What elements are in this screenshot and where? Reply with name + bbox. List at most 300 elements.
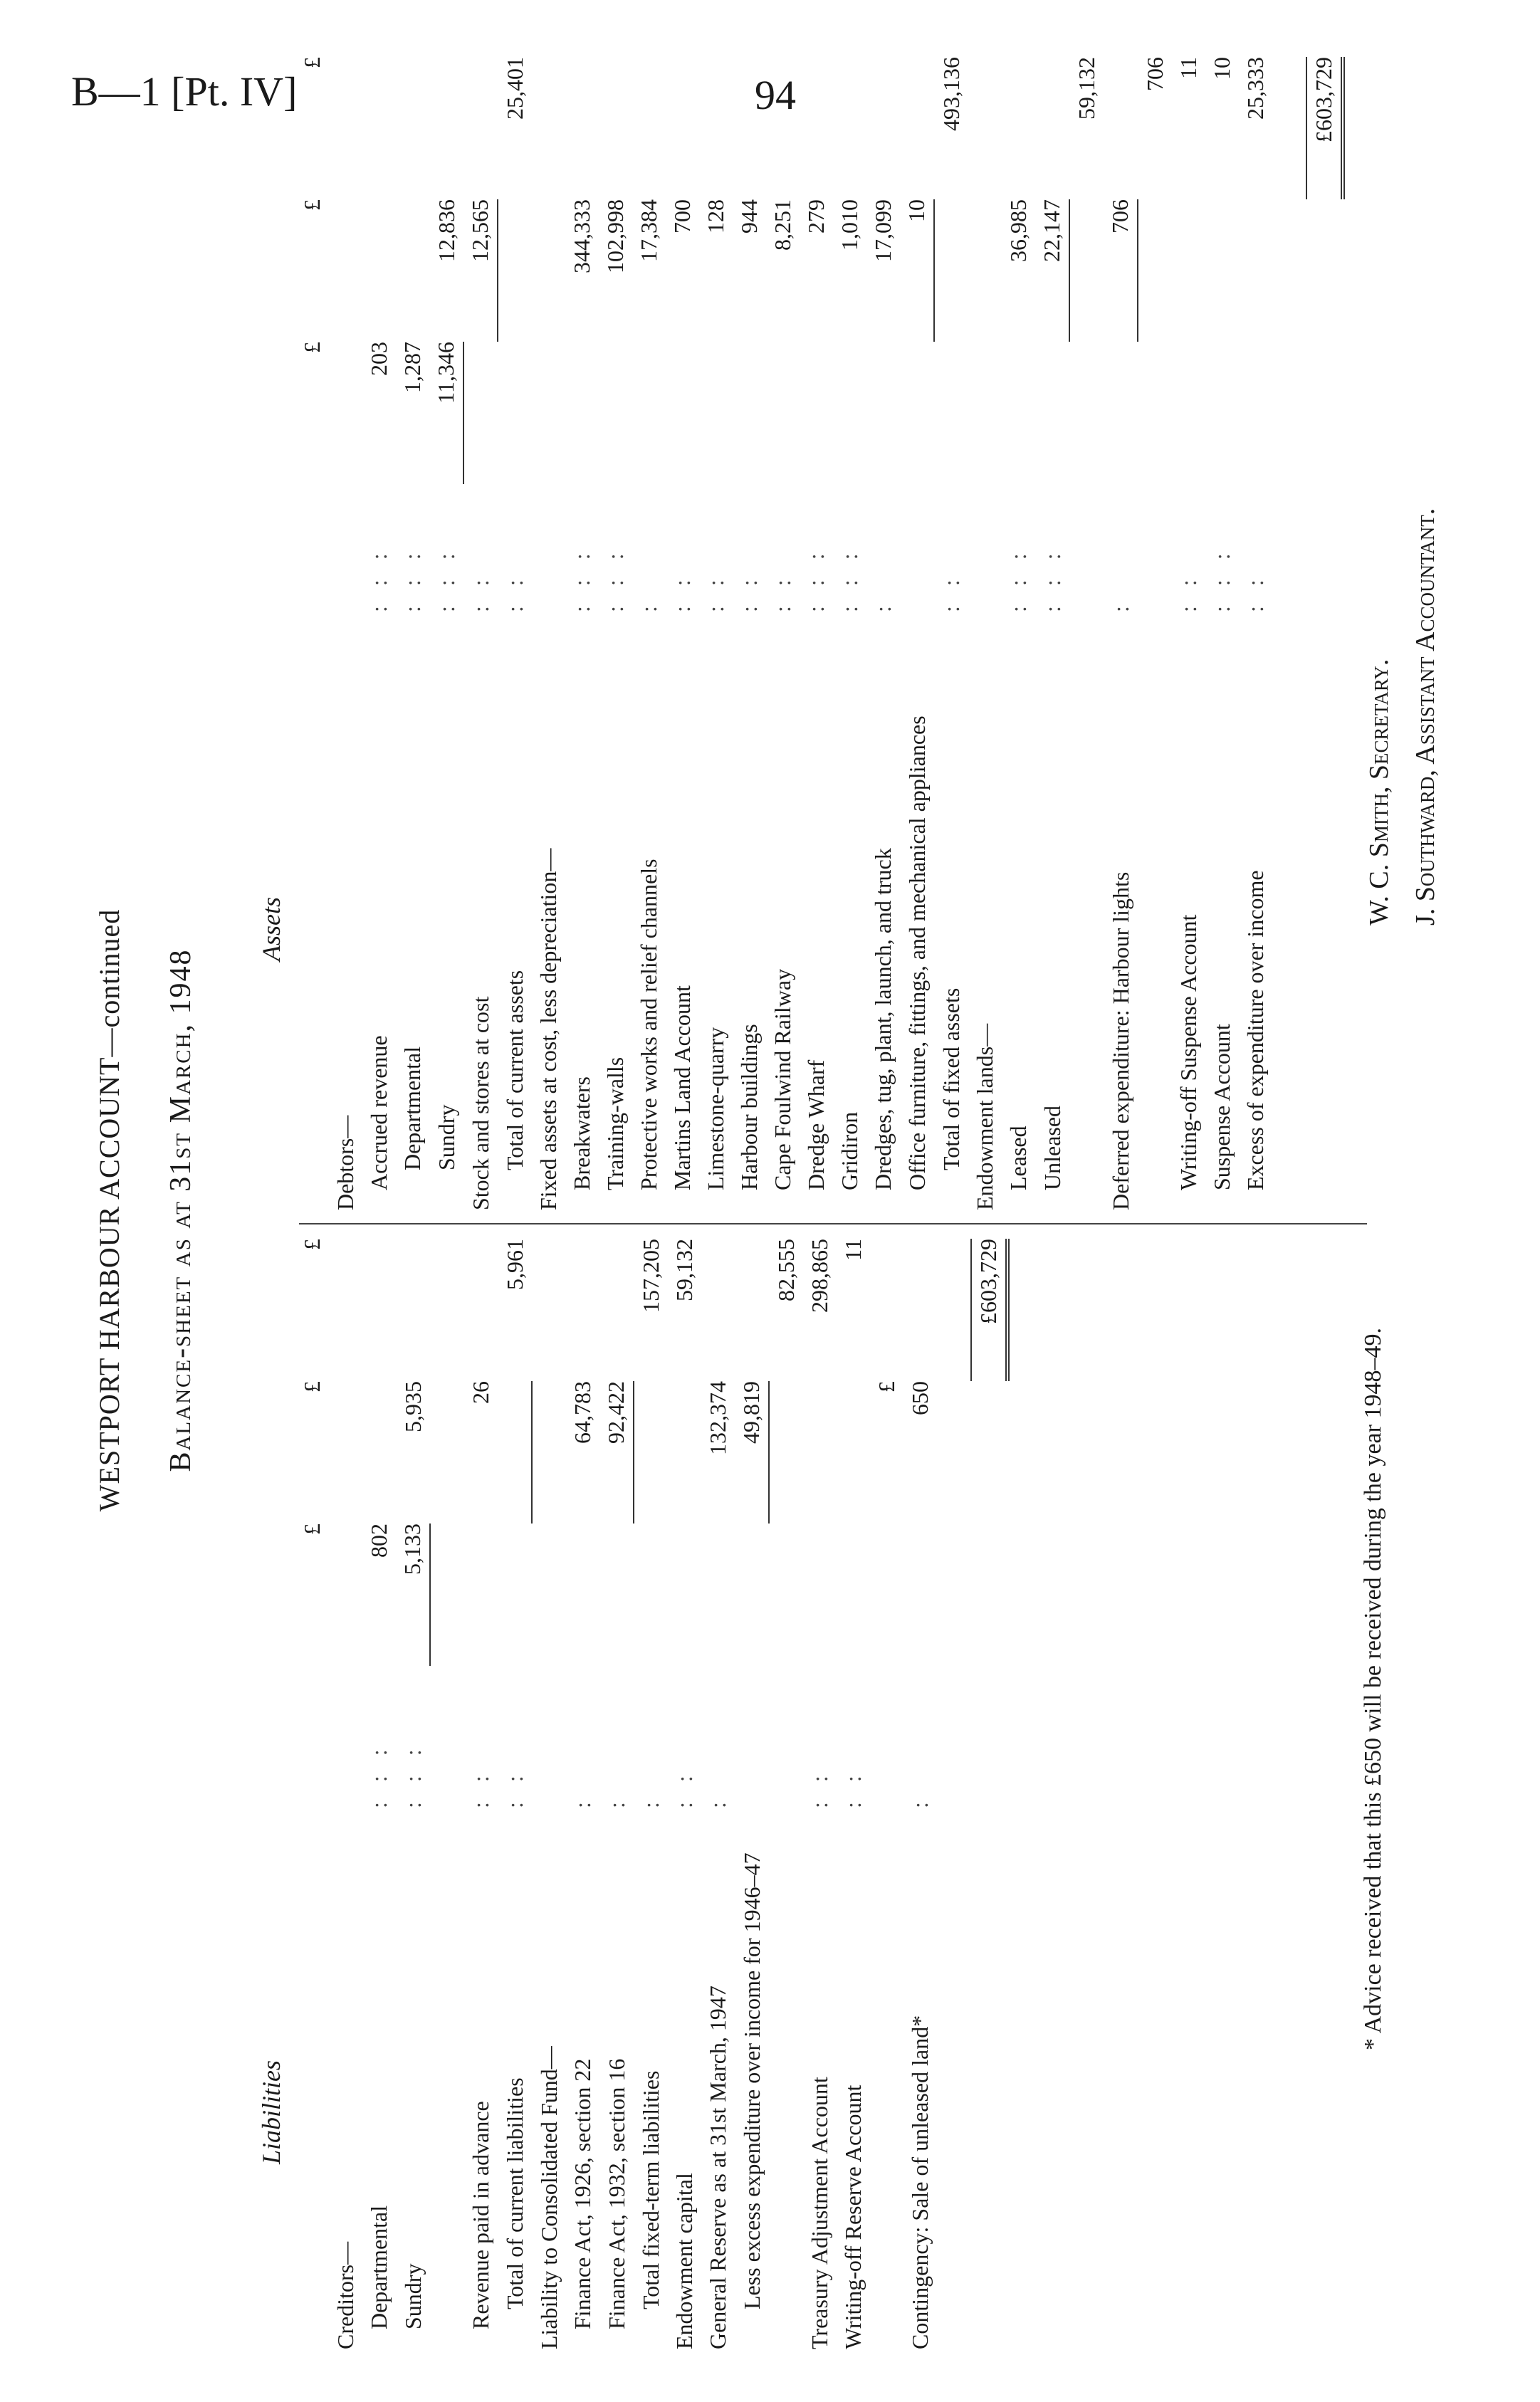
assets-row-amount-c1 bbox=[968, 342, 1002, 484]
liabilities-row-label bbox=[769, 1808, 803, 2349]
liabilities-row-leader: : bbox=[705, 1795, 730, 1808]
assets-row-amount-c1 bbox=[463, 342, 498, 484]
liabilities-row-amount-c2 bbox=[532, 1381, 566, 1523]
assets-row-label: Dredges, tug, plant, launch, and truck bbox=[870, 848, 896, 1190]
assets-row-leader: : : : bbox=[366, 546, 392, 612]
assets-row-amount-c1 bbox=[599, 342, 632, 484]
liabilities-col3-head: £ bbox=[299, 1239, 325, 1250]
assets-row-label: Martins Land Account bbox=[669, 985, 695, 1190]
liabilities-row-amount-c3 bbox=[532, 1239, 566, 1381]
liabilities-row-amount-c2: 92,422 bbox=[599, 1381, 634, 1523]
assets-row bbox=[329, 57, 362, 1210]
liabilities-row-label: Finance Act, 1932, section 16 bbox=[604, 2058, 629, 2329]
liabilities-row-amount-c2: 26 bbox=[468, 1381, 493, 1404]
assets-row-amount-c2 bbox=[934, 199, 968, 342]
assets-row-amount-c3 bbox=[866, 57, 900, 199]
liabilities-row-amount-c2: 132,374 bbox=[705, 1381, 730, 1455]
assets-row-amount-c1 bbox=[1138, 342, 1172, 484]
liabilities-row-amount-c2: 64,783 bbox=[570, 1381, 595, 1444]
assets-row-leader: : : bbox=[770, 572, 795, 612]
assets-row-label: Leased bbox=[1005, 1126, 1031, 1190]
assets-row-amount-c3: 25,401 bbox=[502, 57, 528, 120]
assets-row-leader bbox=[329, 484, 362, 612]
assets-row-label: Total of fixed assets bbox=[938, 987, 964, 1170]
assets-row-leader: : bbox=[870, 599, 896, 612]
liabilities-row-amount-c1 bbox=[532, 1523, 566, 1666]
assets-row-amount-c3 bbox=[833, 57, 866, 199]
liabilities-row-leader: : bbox=[907, 1795, 933, 1808]
assets-row-amount-c2: 17,099 bbox=[870, 199, 896, 262]
liabilities-row bbox=[566, 1239, 599, 2349]
liabilities-row-amount-c3 bbox=[396, 1239, 430, 1381]
assets-row-amount-c2 bbox=[1205, 199, 1239, 342]
assets-row-leader: : bbox=[1108, 599, 1133, 612]
liabilities-row bbox=[599, 1239, 634, 2349]
liabilities-row-label: Total of current liabilities bbox=[502, 2077, 528, 2309]
liabilities-col2-head: £ bbox=[299, 1381, 325, 1393]
assets-row-label: Stock and stores at cost bbox=[468, 996, 493, 1210]
liabilities-row-amount-c2 bbox=[803, 1381, 837, 1523]
liabilities-row-amount-c1 bbox=[566, 1523, 599, 1666]
liabilities-row bbox=[803, 1239, 837, 2349]
footnote: * Advice received that this £650 will be received during the year 1948–49. bbox=[1360, 1328, 1386, 2050]
assets-row-label: Breakwaters bbox=[569, 1076, 594, 1190]
assets-row-label: Unleased bbox=[1039, 1105, 1065, 1190]
assets-row-amount-c3 bbox=[900, 57, 934, 199]
assets-row-amount-c3: 10 bbox=[1209, 57, 1235, 80]
assets-row-amount-c2 bbox=[968, 199, 1002, 342]
assets-row bbox=[396, 57, 429, 1210]
liabilities-row-label: Finance Act, 1926, section 22 bbox=[570, 2058, 595, 2329]
assets-row-amount-c2 bbox=[1172, 199, 1205, 342]
assets-row-amount-c1: 203 bbox=[366, 342, 392, 376]
assets-row-amount-c3: 25,333 bbox=[1242, 57, 1268, 120]
assets-row bbox=[362, 57, 396, 1210]
liabilities-row-leader: : : bbox=[502, 1768, 528, 1808]
assets-row-label: Departmental bbox=[399, 1046, 425, 1170]
assets-row-label: Fixed assets at cost, less depreciation— bbox=[535, 848, 561, 1210]
assets-row-amount-c1 bbox=[1035, 342, 1069, 484]
assets-row-amount-c1 bbox=[1239, 342, 1272, 484]
liabilities-table bbox=[295, 1239, 1010, 2349]
liabilities-row-amount-c3: 11 bbox=[840, 1239, 866, 1261]
liabilities-row-amount-c3: 82,555 bbox=[773, 1239, 799, 1301]
assets-row-amount-c2 bbox=[362, 199, 396, 342]
assets-row-amount-c2: 8,251 bbox=[770, 199, 795, 251]
assets-row-leader: : : : bbox=[434, 546, 459, 612]
liabilities-row-amount-c2 bbox=[329, 1381, 362, 1523]
liabilities-row-leader: : bbox=[604, 1795, 629, 1808]
assets-row-amount-c3 bbox=[632, 57, 666, 199]
page-number: 94 bbox=[755, 72, 796, 118]
liabilities-row-label: Treasury Adjustment Account bbox=[807, 2077, 832, 2349]
liabilities-row bbox=[870, 1239, 903, 2349]
liabilities-row bbox=[735, 1239, 769, 2349]
assets-row-amount-c2: 279 bbox=[803, 199, 829, 234]
liabilities-row-amount-c1 bbox=[803, 1523, 837, 1666]
liabilities-row-amount-c3 bbox=[870, 1239, 903, 1381]
liabilities-row bbox=[329, 1239, 362, 2349]
assets-row-leader: : : bbox=[1175, 572, 1201, 612]
liabilities-row-amount-c1 bbox=[464, 1523, 498, 1666]
liabilities-row-label: Creditors— bbox=[332, 2241, 358, 2349]
assets-row bbox=[1205, 57, 1239, 1210]
liabilities-row-label bbox=[870, 1808, 903, 2349]
assets-row-leader bbox=[1138, 484, 1172, 612]
liabilities-row bbox=[837, 1239, 870, 2349]
assets-row-label: Accrued revenue bbox=[366, 1035, 392, 1190]
liabilities-row-leader bbox=[532, 1666, 566, 1808]
assets-row-amount-c2: 36,985 bbox=[1005, 199, 1031, 262]
liabilities-row-amount-c1 bbox=[769, 1523, 803, 1666]
assets-row-label: Dredge Wharf bbox=[803, 1059, 829, 1190]
assets-row bbox=[498, 57, 532, 1210]
assets-row-amount-c1 bbox=[766, 342, 800, 484]
assets-row-amount-c1 bbox=[833, 342, 866, 484]
liabilities-row-amount-c3: 157,205 bbox=[638, 1239, 664, 1313]
assets-row-label: Excess of expenditure over income bbox=[1242, 870, 1268, 1190]
assets-row-leader: : : : bbox=[1005, 546, 1031, 612]
assets-row-leader: : : : bbox=[1209, 546, 1235, 612]
assets-row-amount-c2: 128 bbox=[703, 199, 728, 234]
assets-row-leader bbox=[900, 484, 934, 612]
assets-row-amount-c2: 10 bbox=[900, 199, 934, 342]
assets-row-leader: : : bbox=[502, 572, 528, 612]
assets-row-amount-c3: 11 bbox=[1175, 57, 1201, 79]
liabilities-row-label: Sundry bbox=[400, 2263, 426, 2329]
liabilities-row-amount-c2: 5,935 bbox=[400, 1381, 426, 1432]
assets-row-label: Writing-off Suspense Account bbox=[1175, 914, 1201, 1190]
assets-row-amount-c2 bbox=[1239, 199, 1272, 342]
assets-table bbox=[295, 57, 1345, 1210]
assets-row-amount-c2: 344,333 bbox=[569, 199, 594, 273]
liabilities-row-amount-c3: 5,961 bbox=[502, 1239, 528, 1290]
assets-row-amount-c3: 59,132 bbox=[1074, 57, 1099, 120]
assets-row-label: Gridiron bbox=[837, 1111, 862, 1190]
assets-row bbox=[1069, 57, 1104, 1210]
assets-row-label: Cape Foulwind Railway bbox=[770, 968, 795, 1190]
assets-row-amount-c1 bbox=[532, 342, 565, 484]
assets-row-amount-c3 bbox=[599, 57, 632, 199]
liabilities-row-leader: : : bbox=[807, 1768, 832, 1808]
liabilities-row-label: Writing-off Reserve Account bbox=[840, 2084, 866, 2349]
liabilities-row-leader bbox=[870, 1666, 903, 1808]
liabilities-total-row bbox=[971, 1239, 1007, 2349]
liabilities-row-amount-c1 bbox=[668, 1523, 701, 1666]
assets-row-amount-c3 bbox=[396, 57, 429, 199]
assets-row-leader: : : : bbox=[1039, 546, 1065, 612]
assets-row-leader: : : : bbox=[602, 546, 628, 612]
liabilities-row-amount-c1: 802 bbox=[366, 1523, 392, 1558]
assets-row-leader: : : bbox=[468, 572, 493, 612]
liabilities-row-leader: : : : bbox=[366, 1742, 392, 1808]
assets-row bbox=[968, 57, 1002, 1210]
liabilities-row-amount-c3 bbox=[362, 1239, 396, 1381]
assets-row bbox=[1002, 57, 1035, 1210]
assets-row-leader: : : bbox=[736, 572, 762, 612]
assets-row-leader: : : : bbox=[803, 546, 829, 612]
assets-heading: Assets bbox=[257, 897, 286, 961]
assets-row-leader: : : bbox=[669, 572, 695, 612]
assets-row-amount-c2: 12,565 bbox=[463, 199, 498, 342]
assets-row-label: Harbour buildings bbox=[736, 1024, 762, 1190]
liabilities-row-amount-c3: 59,132 bbox=[671, 1239, 697, 1301]
liabilities-row-amount-c1 bbox=[599, 1523, 634, 1666]
liabilities-row bbox=[903, 1239, 937, 2349]
assets-row-amount-c3 bbox=[968, 57, 1002, 199]
liabilities-row-amount-c2: 650 bbox=[907, 1381, 933, 1415]
liabilities-row-amount-c2 bbox=[362, 1381, 396, 1523]
assets-row-amount-c2 bbox=[1138, 199, 1172, 342]
assets-row-label: Total of current assets bbox=[502, 970, 528, 1170]
assets-row bbox=[1035, 57, 1069, 1210]
assets-row-amount-c1: 1,287 bbox=[399, 342, 425, 393]
assets-spacer-row bbox=[1272, 57, 1306, 1210]
liabilities-row-amount-c2 bbox=[668, 1381, 701, 1523]
assets-row-amount-c1 bbox=[866, 342, 900, 484]
assets-row-leader: : : bbox=[703, 572, 728, 612]
liabilities-row bbox=[532, 1239, 566, 2349]
assets-row-leader bbox=[968, 484, 1002, 612]
liabilities-row-amount-c1: 5,133 bbox=[396, 1523, 430, 1666]
assets-row-amount-c3 bbox=[565, 57, 599, 199]
assets-row bbox=[429, 57, 463, 1210]
assets-row-label: Office furniture, fittings, and mechanical appliances bbox=[904, 715, 930, 1190]
assets-row-amount-c1 bbox=[900, 342, 934, 484]
assets-row-amount-c1 bbox=[1002, 342, 1035, 484]
assets-row bbox=[800, 57, 833, 1210]
assets-row-leader: : : bbox=[1242, 572, 1268, 612]
liabilities-grand-total: £603,729 bbox=[971, 1239, 1007, 1381]
assets-row-amount-c2: 102,998 bbox=[602, 199, 628, 273]
sheet-title: Balance-sheet as at 31st March, 1948 bbox=[164, 948, 197, 1472]
rotated-balance-sheet bbox=[85, 43, 1452, 2349]
assets-row-amount-c3: 493,136 bbox=[938, 57, 964, 131]
assets-row-leader: : bbox=[636, 599, 661, 612]
assets-row-amount-c3 bbox=[699, 57, 733, 199]
column-divider bbox=[299, 1223, 1367, 1224]
liabilities-row bbox=[668, 1239, 701, 2349]
assets-row-amount-c2 bbox=[1069, 199, 1104, 342]
assets-row-amount-c3 bbox=[1002, 57, 1035, 199]
account-title: WESTPORT HARBOUR ACCOUNT—continued bbox=[93, 908, 125, 1512]
assets-row-amount-c2: 706 bbox=[1104, 199, 1138, 342]
assets-row bbox=[463, 57, 498, 1210]
assets-row bbox=[632, 57, 666, 1210]
liabilities-col1-head: £ bbox=[299, 1523, 325, 1535]
assets-row bbox=[900, 57, 934, 1210]
assets-row-label: Suspense Account bbox=[1209, 1024, 1235, 1190]
assets-row bbox=[1239, 57, 1272, 1210]
assets-row-amount-c1: 11,346 bbox=[429, 342, 463, 484]
liabilities-row-leader: : bbox=[570, 1795, 595, 1808]
liabilities-row-amount-c3 bbox=[701, 1239, 735, 1381]
assets-row-amount-c1 bbox=[565, 342, 599, 484]
assets-row-label: Limestone-quarry bbox=[703, 1027, 728, 1190]
liabilities-row-amount-c3 bbox=[566, 1239, 599, 1381]
assets-row-amount-c1 bbox=[1104, 342, 1138, 484]
liabilities-row-label: Contingency: Sale of unleased land* bbox=[907, 2015, 933, 2349]
liabilities-row-leader bbox=[329, 1666, 362, 1808]
liabilities-row-amount-c2: 49,819 bbox=[735, 1381, 769, 1523]
liabilities-row-amount-c3 bbox=[464, 1239, 498, 1381]
assets-row-leader: : : bbox=[938, 572, 964, 612]
assets-row bbox=[699, 57, 733, 1210]
assets-row-amount-c1 bbox=[1205, 342, 1239, 484]
liabilities-row-amount-c1 bbox=[701, 1523, 735, 1666]
liabilities-row-leader bbox=[769, 1666, 803, 1808]
assets-row-amount-c3 bbox=[733, 57, 766, 199]
assets-row-amount-c1 bbox=[934, 342, 968, 484]
liabilities-heading: Liabilities bbox=[257, 2060, 286, 2164]
assets-row bbox=[733, 57, 766, 1210]
liabilities-row-amount-c2 bbox=[769, 1381, 803, 1523]
liabilities-row-label: Endowment capital bbox=[671, 2173, 697, 2349]
liabilities-row-amount-c3 bbox=[599, 1239, 634, 1381]
liabilities-row-amount-c1 bbox=[735, 1523, 769, 1666]
liabilities-row-amount-c3 bbox=[735, 1239, 769, 1381]
assets-row bbox=[1172, 57, 1205, 1210]
assets-row-label: Debtors— bbox=[332, 1115, 358, 1210]
assets-row-leader bbox=[1069, 484, 1104, 612]
liabilities-row bbox=[464, 1239, 498, 2349]
assets-row bbox=[1104, 57, 1138, 1210]
liabilities-row-label: Less excess expenditure over income for 1946–47 bbox=[739, 1852, 765, 2309]
assets-row-amount-c3 bbox=[666, 57, 699, 199]
assets-row bbox=[766, 57, 800, 1210]
assets-row-amount-c3: 706 bbox=[1142, 57, 1168, 91]
liabilities-row-leader: : : bbox=[840, 1768, 866, 1808]
assets-row-amount-c2 bbox=[532, 199, 565, 342]
liabilities-row bbox=[396, 1239, 430, 2349]
assets-row-label: Deferred expenditure: Harbour lights bbox=[1108, 871, 1133, 1210]
assets-row-amount-c2: 22,147 bbox=[1035, 199, 1069, 342]
assets-row-amount-c2 bbox=[498, 199, 532, 342]
signature-accountant: J. Southward, Assistant Accountant. bbox=[1410, 508, 1440, 925]
liabilities-spacer-row bbox=[937, 1239, 971, 2349]
assets-row-amount-c3 bbox=[1035, 57, 1069, 199]
assets-row bbox=[866, 57, 900, 1210]
assets-row-label: Protective works and relief channels bbox=[636, 859, 661, 1190]
liabilities-row-label: Departmental bbox=[366, 2205, 392, 2329]
assets-row-leader bbox=[532, 484, 565, 612]
liabilities-row-amount-c1 bbox=[634, 1523, 668, 1666]
assets-row-amount-c2: 17,384 bbox=[636, 199, 661, 262]
liabilities-row-amount-c1 bbox=[837, 1523, 870, 1666]
assets-row-amount-c3 bbox=[463, 57, 498, 199]
signature-secretary: W. C. Smith, Secretary. bbox=[1364, 659, 1394, 925]
assets-row-amount-c3 bbox=[766, 57, 800, 199]
assets-grand-total: £603,729 bbox=[1306, 57, 1343, 199]
assets-row bbox=[833, 57, 866, 1210]
assets-row-label: Sundry bbox=[434, 1104, 459, 1170]
liabilities-row-amount-c3: 298,865 bbox=[807, 1239, 832, 1313]
assets-row-amount-c1 bbox=[666, 342, 699, 484]
assets-row-amount-c1 bbox=[699, 342, 733, 484]
liabilities-row bbox=[362, 1239, 396, 2349]
assets-row-amount-c1 bbox=[800, 342, 833, 484]
liabilities-row-amount-c3 bbox=[430, 1239, 464, 1381]
assets-row bbox=[1138, 57, 1172, 1210]
assets-row bbox=[666, 57, 699, 1210]
assets-row bbox=[934, 57, 968, 1210]
liabilities-row-leader bbox=[735, 1666, 769, 1808]
assets-col2-head: £ bbox=[299, 199, 325, 211]
assets-row-amount-c1 bbox=[733, 342, 766, 484]
liabilities-row-leader: : : bbox=[468, 1768, 493, 1808]
assets-row-label: Endowment lands— bbox=[972, 1023, 997, 1210]
assets-col1-head: £ bbox=[299, 342, 325, 353]
assets-row-amount-c3 bbox=[800, 57, 833, 199]
assets-row bbox=[565, 57, 599, 1210]
assets-row-amount-c3 bbox=[429, 57, 463, 199]
liabilities-row bbox=[430, 1239, 464, 2349]
liabilities-row-label: Liability to Consolidated Fund— bbox=[536, 2046, 562, 2349]
liabilities-row bbox=[634, 1239, 668, 2349]
liabilities-row-amount-c1 bbox=[903, 1523, 937, 1666]
assets-row-label bbox=[1069, 612, 1104, 1210]
liabilities-row-amount-c2 bbox=[837, 1381, 870, 1523]
assets-row-leader: : : : bbox=[569, 546, 594, 612]
liabilities-row-amount-c3 bbox=[903, 1239, 937, 1381]
assets-row bbox=[599, 57, 632, 1210]
liabilities-row bbox=[701, 1239, 735, 2349]
assets-row-amount-c3 bbox=[532, 57, 565, 199]
assets-row bbox=[532, 57, 565, 1210]
assets-row-amount-c1 bbox=[1069, 342, 1104, 484]
liabilities-row-label: Revenue paid in advance bbox=[468, 2101, 493, 2329]
liabilities-row-amount-c1 bbox=[498, 1523, 532, 1666]
part-reference: B—1 [Pt. IV] bbox=[71, 68, 298, 115]
assets-row-amount-c2: 1,010 bbox=[837, 199, 862, 251]
assets-row-amount-c1 bbox=[632, 342, 666, 484]
liabilities-row-amount-c2 bbox=[430, 1381, 464, 1523]
assets-row-amount-c2: 700 bbox=[669, 199, 695, 234]
liabilities-row-amount-c1 bbox=[430, 1523, 464, 1666]
liabilities-row bbox=[769, 1239, 803, 2349]
liabilities-row-label: Total fixed-term liabilities bbox=[638, 2070, 664, 2309]
assets-row-amount-c3 bbox=[362, 57, 396, 199]
assets-col3-head: £ bbox=[299, 57, 325, 68]
liabilities-row-leader: : bbox=[638, 1795, 664, 1808]
liabilities-row-leader: : : bbox=[671, 1768, 697, 1808]
assets-row-amount-c1 bbox=[1172, 342, 1205, 484]
assets-row-label: Training-walls bbox=[602, 1056, 628, 1190]
assets-row-label bbox=[1138, 612, 1172, 1210]
liabilities-row bbox=[498, 1239, 532, 2349]
liabilities-row-label: General Reserve as at 31st March, 1947 bbox=[705, 1986, 730, 2349]
assets-row-amount-c2: 12,836 bbox=[434, 199, 459, 262]
liabilities-row-amount-c1 bbox=[329, 1523, 362, 1666]
assets-row-leader: : : : bbox=[399, 546, 425, 612]
assets-row-amount-c3 bbox=[1104, 57, 1138, 199]
liabilities-row-amount-c2 bbox=[498, 1381, 532, 1523]
assets-row-leader: : : : bbox=[837, 546, 862, 612]
assets-row-amount-c2 bbox=[329, 199, 362, 342]
assets-row-amount-c1 bbox=[329, 342, 362, 484]
liabilities-row-amount-c2: £ bbox=[874, 1381, 899, 1393]
assets-row-amount-c2: 944 bbox=[736, 199, 762, 234]
liabilities-row-amount-c3 bbox=[329, 1239, 362, 1381]
liabilities-row-amount-c2 bbox=[634, 1381, 668, 1523]
liabilities-row-label bbox=[430, 1808, 464, 2349]
assets-row-amount-c3 bbox=[329, 57, 362, 199]
liabilities-row-amount-c1 bbox=[870, 1523, 903, 1666]
assets-total-row bbox=[1306, 57, 1343, 1210]
liabilities-row-leader: : : : bbox=[400, 1742, 426, 1808]
assets-row-amount-c1 bbox=[498, 342, 532, 484]
assets-row-amount-c2 bbox=[396, 199, 429, 342]
